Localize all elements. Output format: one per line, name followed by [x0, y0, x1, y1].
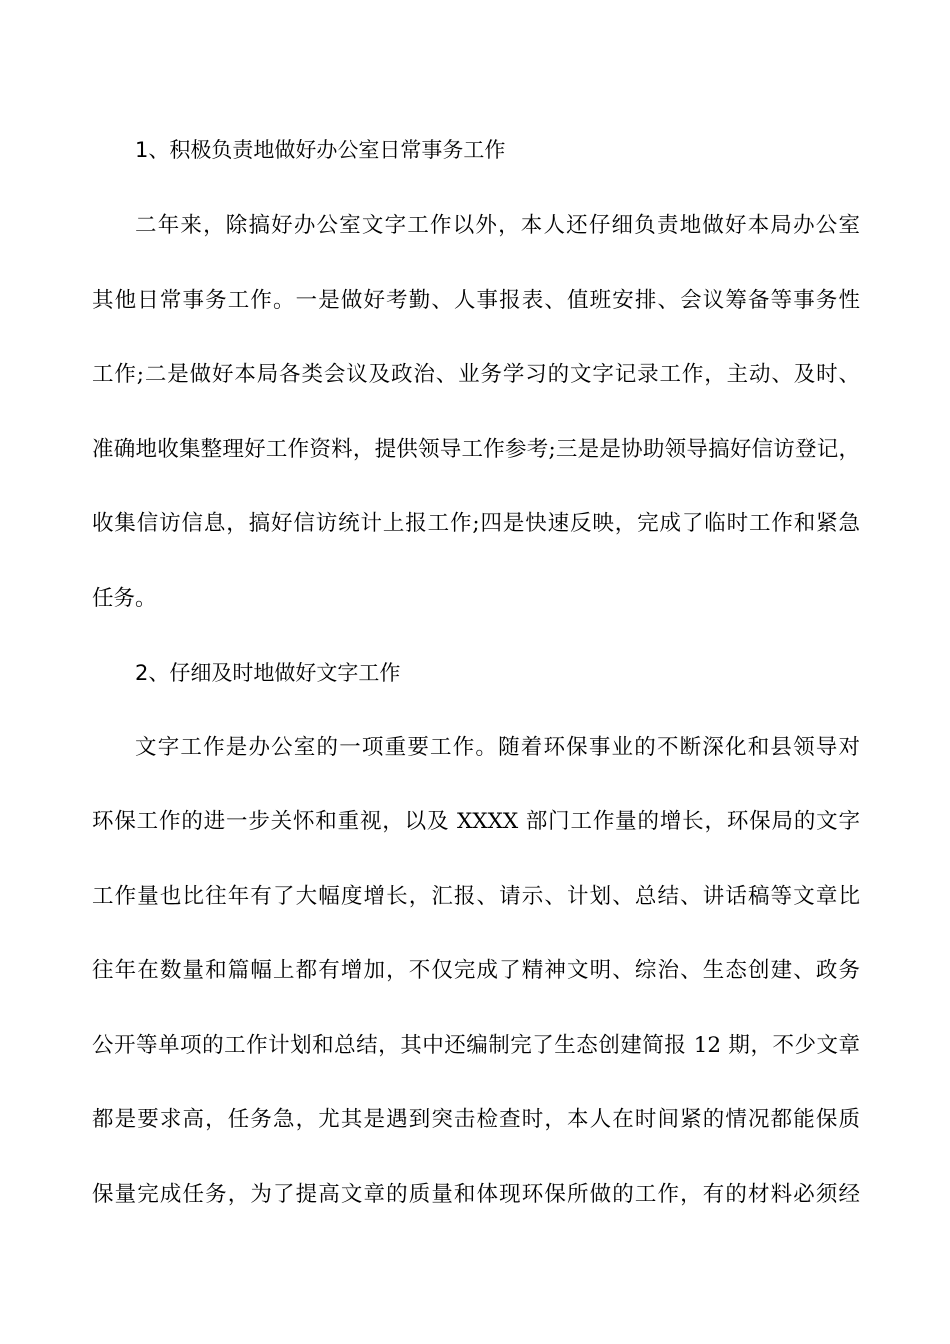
- paragraph-line: 二年来，除搞好办公室文字工作以外，本人还仔细负责地做好本局办公室: [135, 213, 860, 238]
- paragraph-line: 任务。: [92, 586, 157, 611]
- paragraph-line: 环保工作的进一步关怀和重视，以及 XXXX 部门工作量的增长，环保局的文字: [92, 809, 860, 834]
- paragraph-line: 收集信访信息，搞好信访统计上报工作;四是快速反映，完成了临时工作和紧急: [92, 511, 860, 536]
- section-heading-2: 2、仔细及时地做好文字工作: [135, 661, 401, 685]
- paragraph-line: 其他日常事务工作。一是做好考勤、人事报表、值班安排、会议筹备等事务性: [92, 288, 860, 313]
- section-heading-1: 1、积极负责地做好办公室日常事务工作: [135, 138, 506, 162]
- paragraph-line: 准确地收集整理好工作资料，提供领导工作参考;三是是协助领导搞好信访登记，: [92, 437, 860, 462]
- paragraph-line: 保量完成任务，为了提高文章的质量和体现环保所做的工作，有的材料必须经: [92, 1182, 860, 1207]
- paragraph-line: 公开等单项的工作计划和总结，其中还编制完了生态创建简报 12 期，不少文章: [92, 1033, 860, 1058]
- paragraph-line: 都是要求高，任务急，尤其是遇到突击检查时，本人在时间紧的情况都能保质: [92, 1107, 860, 1132]
- paragraph-line: 往年在数量和篇幅上都有增加，不仅完成了精神文明、综治、生态创建、政务: [92, 958, 860, 983]
- paragraph-line: 文字工作是办公室的一项重要工作。随着环保事业的不断深化和县领导对: [135, 735, 860, 760]
- paragraph-line: 工作;二是做好本局各类会议及政治、业务学习的文字记录工作，主动、及时、: [92, 362, 860, 387]
- paragraph-line: 工作量也比往年有了大幅度增长，汇报、请示、计划、总结、讲话稿等文章比: [92, 884, 860, 909]
